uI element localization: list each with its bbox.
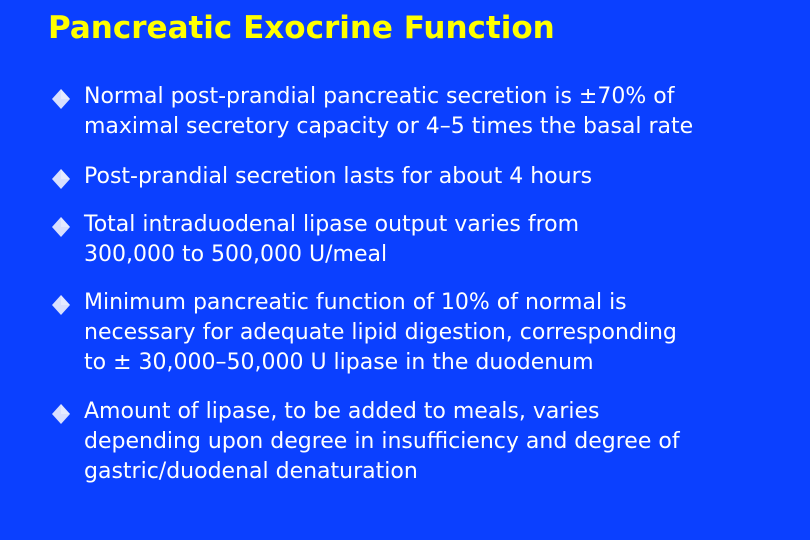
- diamond-bullet-icon: [50, 294, 72, 316]
- page-title: Pancreatic Exocrine Function: [48, 10, 555, 46]
- diamond-bullet-icon: [50, 216, 72, 238]
- bullet-text: Total intraduodenal lipase output varies from 300,000 to 500,000 U/meal: [84, 212, 580, 267]
- bullet-text: Amount of lipase, to be added to meals, varies depending upon degree in insufficiency and degree of gastric/duodenal denaturation: [84, 399, 680, 484]
- diamond-bullet-icon: [50, 403, 72, 425]
- bullet-text: Minimum pancreatic function of 10% of normal is necessary for adequate lipid digestion, corresponding to ± 30,000–50,000 U lipase in the duodenum: [84, 290, 677, 375]
- bullet-text: Normal post-prandial pancreatic secretion is ±70% of maximal secretory capacity or 4–5 times the basal rate: [84, 84, 694, 139]
- diamond-bullet-icon: [50, 88, 72, 110]
- bullet-text: Post-prandial secretion lasts for about 4 hours: [84, 164, 593, 189]
- diamond-bullet-icon: [50, 168, 72, 190]
